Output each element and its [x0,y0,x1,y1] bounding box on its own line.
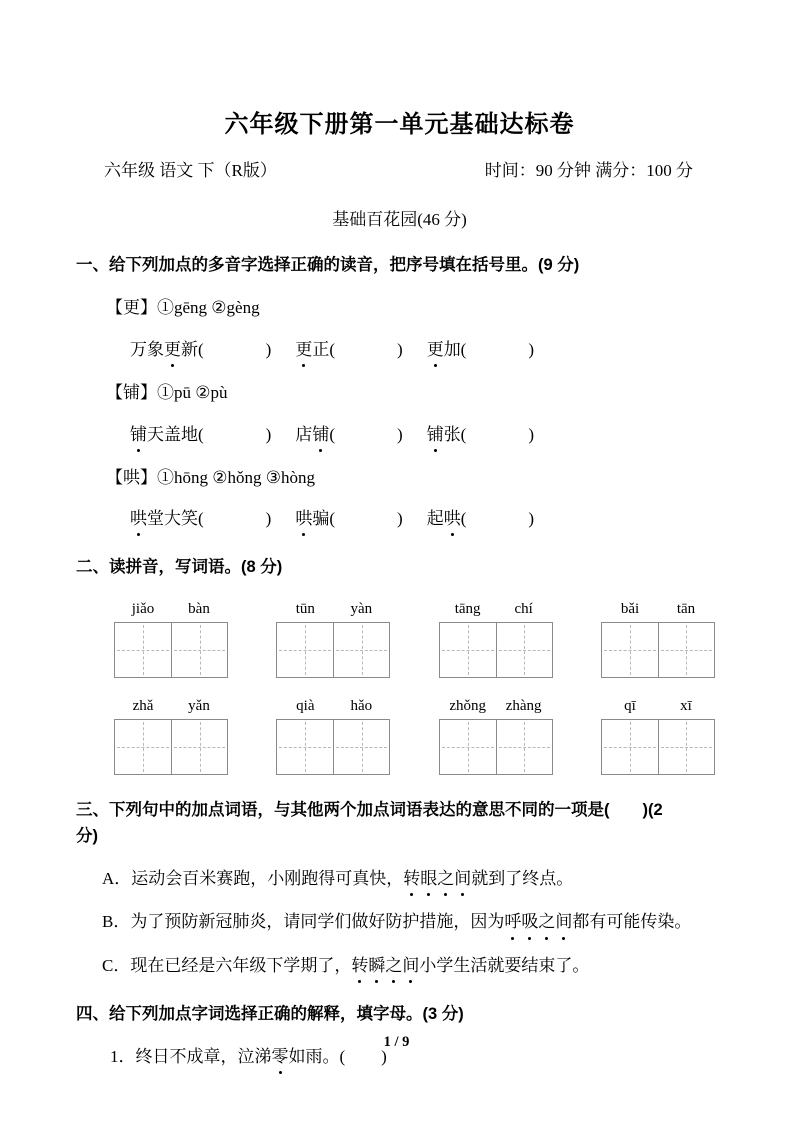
answer-item: 哄骗( ) [295,505,402,532]
q1-stem: 一、给下列加点的多音字选择正确的读音，把序号填在括号里。(9 分) [76,255,580,274]
option-c: C．现在已经是六年级下学期了，转瞬之间小学生活就要结束了。 [76,953,723,979]
answer-item: 起哄( ) [427,505,534,532]
writing-cell [333,623,389,677]
answer-item: 铺张( ) [427,421,534,448]
writing-cell [496,720,552,774]
pinyin-syllable: chí [514,600,533,617]
option-a: A．运动会百米赛跑，小刚跑得可真快，转眼之间就到了终点。 [76,866,723,892]
pinyin-syllable: qià [296,697,315,714]
word-block [276,698,390,775]
pinyin-syllable: qī [624,697,636,714]
writing-cell [440,720,496,774]
q1-items-row [76,336,723,363]
writing-grid [114,622,228,678]
q1-items-row [76,505,723,532]
writing-grid [601,622,715,678]
writing-cell [496,623,552,677]
polyphone-key: 【哄】①hōng ②hǒng ③hòng [106,467,315,487]
pinyin-syllable: zhàng [505,697,542,714]
pinyin-label [602,698,714,715]
q1-group-hong [76,465,723,533]
pinyin-label [277,698,389,715]
q3-stem-line1: 三、下列句中的加点词语，与其他两个加点词语表达的意思不同的一项是( )(2 [76,800,663,819]
polyphone-key: 【更】①gēng ②gèng [106,298,260,318]
pinyin-syllable: yǎn [188,697,210,714]
page-number: 1 / 9 [383,1034,410,1050]
q3-stem [76,798,723,849]
q1-group-geng [76,295,723,363]
word-block [114,698,228,775]
writing-cell [333,720,389,774]
pinyin-grid-row [76,698,723,775]
exam-meta-grade: 六年级 语文 下（R版） [104,161,277,180]
pinyin-label [602,601,714,618]
writing-cell [171,623,227,677]
word-block [439,698,553,775]
polyphone-key: 【铺】①pū ②pù [106,383,228,403]
exam-meta [76,159,723,183]
writing-cell [658,623,714,677]
pinyin-syllable: zhǎ [132,697,154,714]
answer-item: 更加( ) [427,336,534,363]
answer-item: 店铺( ) [295,421,402,448]
answer-item: 哄堂大笑( ) [130,505,271,532]
q4-item-1: 1．终日不成章，泣涕零如雨。( ) [76,1044,723,1070]
writing-cell [277,623,333,677]
writing-grid [114,719,228,775]
writing-cell [602,623,658,677]
pinyin-label [115,698,227,715]
answer-item: 铺天盖地( ) [130,421,271,448]
writing-grid [439,719,553,775]
pinyin-syllable: hǎo [350,697,373,714]
word-block [601,698,715,775]
section-title: 基础百花园(46 分) [332,209,467,229]
writing-grid [276,719,390,775]
pinyin-label [115,601,227,618]
q4-stem: 四、给下列加点字词选择正确的解释，填字母。(3 分) [76,1005,464,1024]
writing-grid [601,719,715,775]
pinyin-syllable: tāng [454,600,481,617]
page-title: 六年级下册第一单元基础达标卷 [224,112,575,138]
writing-cell [115,623,171,677]
pinyin-label [440,601,552,618]
q3-stem-line2: 分) [76,826,98,845]
q1-items-row [76,421,723,448]
answer-item: 万象更新( ) [130,336,271,363]
pinyin-syllable: xī [680,697,692,714]
answer-item: 更正( ) [295,336,402,363]
word-block [276,601,390,678]
word-block [439,601,553,678]
writing-cell [602,720,658,774]
word-block [114,601,228,678]
pinyin-syllable: zhǒng [449,697,486,714]
word-block [601,601,715,678]
pinyin-syllable: tān [676,600,696,617]
writing-cell [658,720,714,774]
writing-grid [276,622,390,678]
pinyin-syllable: bǎi [620,600,640,617]
pinyin-grid-row [76,601,723,678]
exam-meta-time-score: 时间：90 分钟 满分：100 分 [484,161,693,180]
q2-stem: 二、读拼音，写词语。(8 分) [76,558,283,577]
writing-grid [439,622,553,678]
option-b: B．为了预防新冠肺炎，请同学们做好防护措施，因为呼吸之间都有可能传染。 [76,909,723,935]
writing-cell [171,720,227,774]
pinyin-syllable: yàn [350,600,373,617]
writing-cell [277,720,333,774]
writing-cell [115,720,171,774]
pinyin-syllable: tūn [295,600,315,617]
writing-cell [440,623,496,677]
pinyin-label [277,601,389,618]
q1-group-pu [76,380,723,448]
pinyin-syllable: bàn [188,600,210,617]
pinyin-label [440,698,552,715]
pinyin-syllable: jiǎo [131,600,155,617]
